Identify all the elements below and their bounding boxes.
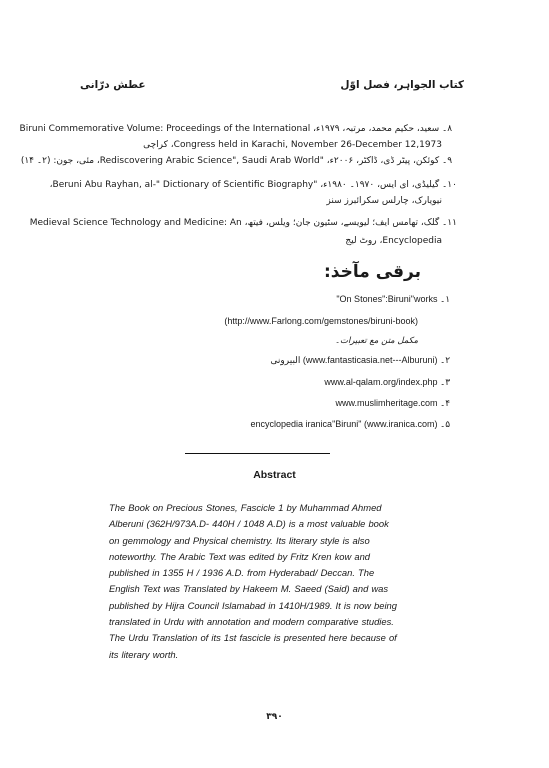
page-number: ۳۹۰ [266, 712, 283, 722]
abstract-title: Abstract [253, 469, 296, 481]
reference-text: گلک، تھامس ایف؛ لیویسے، سٹیون جان؛ ویلس، فیتھ، Medieval Science Technology and Medicine: An [29, 218, 440, 228]
reference-text: کوئکن، پیٹر ڈی، ڈاکٹر، ۲۰۰۶ء، "Rediscovering Arabic Science", Saudi Arab World، مئی، جون: (۲۔ ۱۴) [20, 156, 440, 166]
web-source-3 [324, 377, 464, 388]
web-source-5 [251, 419, 464, 430]
reference-number: ۱۱۔ [442, 218, 457, 228]
abstract-line: on gemmology and Physical chemistry. Its literary style is also [109, 534, 370, 546]
reference-8 [20, 124, 464, 134]
web-source-link[interactable]: البیرونی (www.fantasticasia.net---Alburuni) [270, 355, 438, 365]
section-title-electronic-sources: برقی مآخذ: [324, 262, 421, 282]
section-divider [185, 453, 330, 454]
web-source-link[interactable]: www.al-qalam.org/index.php [324, 377, 438, 387]
reference-11-continuation: Encyclopedia، روٹ لیج [345, 236, 442, 246]
abstract-line: published in 1355 H / 1936 A.D. from Hyderabad/ Deccan. The [109, 567, 375, 579]
abstract-body [109, 500, 413, 663]
reference-text: گیلیڈی، ای ایس، ۱۹۷۰۔ ۱۹۸۰ء، "Beruni Abu Rayhan, al-" Dictionary of Scientific Biography، [49, 180, 440, 190]
web-source-link[interactable]: encyclopedia iranica"Biruni" (www.iranica.com) [250, 419, 438, 429]
running-header-author: عطش درّانی [80, 79, 146, 91]
web-source-link[interactable]: www.muslimheritage.com [335, 398, 438, 408]
web-source-1-note: مکمل متن مع تعبیرات۔ [335, 336, 418, 346]
running-header-title: کتاب الجواہر، فصل اوّل [340, 79, 464, 91]
reference-9 [21, 156, 464, 166]
web-source-number: ۳۔ [440, 377, 451, 387]
reference-number: ۱۰۔ [442, 180, 457, 190]
reference-number: ۹۔ [442, 156, 453, 166]
web-source-4 [335, 398, 464, 409]
web-source-text: "On Stones":Biruni"works [336, 294, 438, 304]
reference-text: سعید، حکیم محمد، مرتبہ، ۱۹۷۹ء، Biruni Commemorative Volume: Proceedings of the International [19, 124, 440, 134]
abstract-line: its literary worth. [109, 648, 179, 660]
web-source-1-url[interactable]: (http://www.Farlong.com/gemstones/biruni-book) [224, 316, 418, 326]
web-source-number: ۱۔ [440, 294, 451, 304]
web-source-number: ۲۔ [440, 355, 451, 365]
abstract-line: Alberuni (362H/973A.D- 440H / 1048 A.D) is a most valuable book [109, 518, 389, 530]
web-source-number: ۵۔ [440, 419, 451, 429]
abstract-line: The Urdu Translation of its 1st fascicle is presented here because of [109, 632, 397, 644]
reference-10-continuation: نیویارک، چارلس سکرائبرز سنز [326, 196, 442, 206]
reference-number: ۸۔ [442, 124, 453, 134]
abstract-line: translated in Urdu with annotation and modern comparative studies. [109, 616, 394, 628]
web-source-1 [336, 294, 464, 305]
abstract-line: noteworthy. The Arabic Text was edited by Fritz Kren kow and [109, 550, 371, 562]
abstract-line: English Text was Translated by Hakeem M. Saeed (Said) and was [109, 583, 389, 595]
reference-10 [50, 180, 464, 190]
abstract-line: The Book on Precious Stones, Fascicle 1 by Muhammad Ahmed [109, 502, 382, 513]
web-source-2 [270, 355, 464, 366]
web-source-number: ۴۔ [440, 398, 451, 408]
abstract-line: published by Hijra Council Islamabad in 1410H/1989. It is now being [109, 599, 397, 611]
reference-11 [30, 218, 464, 228]
reference-8-continuation: Congress held in Karachi, November 26-December 12,1973، کراچی [143, 140, 442, 150]
